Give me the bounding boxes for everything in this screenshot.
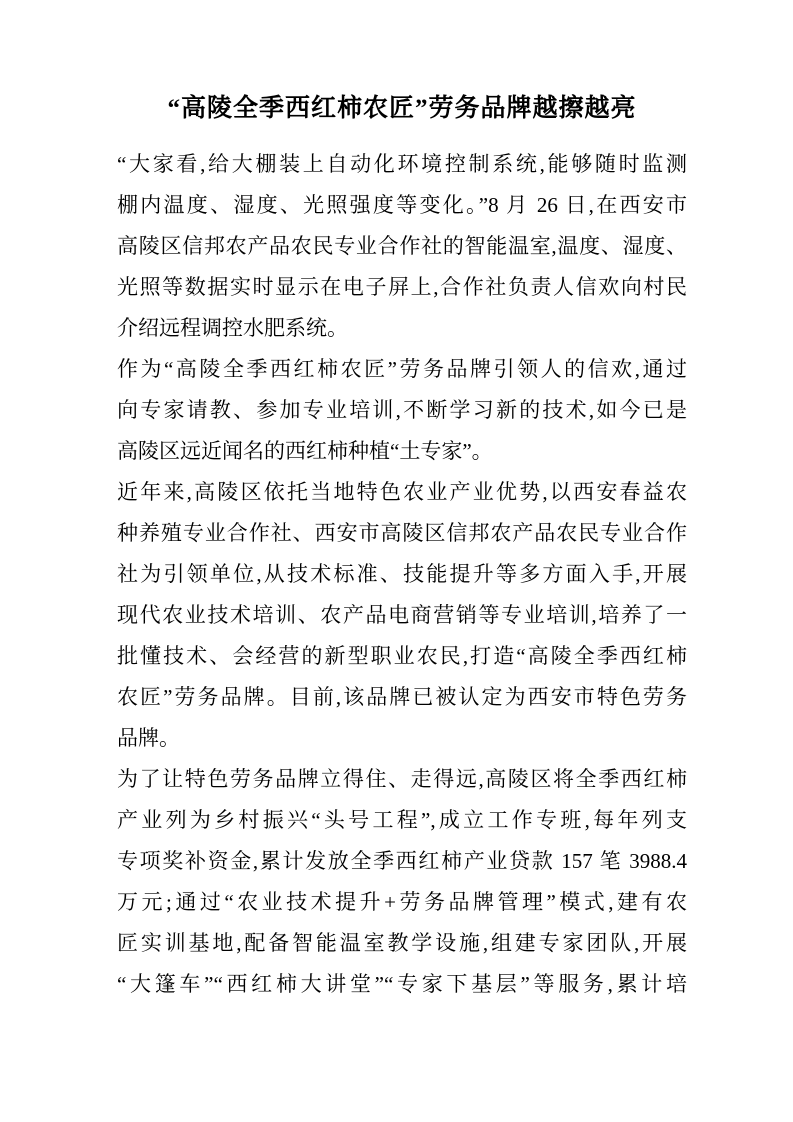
paragraph bbox=[117, 472, 687, 759]
text-line: 专项奖补资金,累计发放全季西红柿产业贷款 157 笔 3988.4 bbox=[117, 849, 687, 873]
paragraph bbox=[117, 759, 687, 1005]
text-line: 匠实训基地,配备智能温室教学设施,组建专家团队,开展 bbox=[117, 931, 687, 955]
text-line: 介绍远程调控水肥系统。 bbox=[117, 316, 348, 340]
text-line: 向专家请教、参加专业培训,不断学习新的技术,如今已是 bbox=[117, 398, 687, 422]
text-line: 农匠”劳务品牌。目前,该品牌已被认定为西安市特色劳务 bbox=[117, 685, 687, 709]
text-line: “大家看,给大棚装上自动化环境控制系统,能够随时监测 bbox=[117, 152, 687, 176]
text-line: 种养殖专业合作社、西安市高陵区信邦农产品农民专业合作 bbox=[117, 521, 687, 545]
document-title: “高陵全季西红柿农匠”劳务品牌越擦越亮 bbox=[167, 95, 637, 122]
text-line: 万元;通过“农业技术提升+劳务品牌管理”模式,建有农 bbox=[117, 890, 687, 914]
text-line: 近年来,高陵区依托当地特色农业产业优势,以西安春益农 bbox=[117, 480, 687, 504]
text-line: 品牌。 bbox=[117, 726, 180, 750]
text-line: “大篷车”“西红柿大讲堂”“专家下基层”等服务,累计培 bbox=[117, 972, 687, 996]
text-line: 社为引领单位,从技术标准、技能提升等多方面入手,开展 bbox=[117, 562, 687, 586]
text-line: 高陵区远近闻名的西红柿种植“土专家”。 bbox=[117, 439, 493, 463]
text-line: 现代农业技术培训、农产品电商营销等专业培训,培养了一 bbox=[117, 603, 687, 627]
paragraph bbox=[117, 144, 687, 349]
text-line: 产业列为乡村振兴“头号工程”,成立工作专班,每年列支 bbox=[117, 808, 687, 832]
text-line: 高陵区信邦农产品农民专业合作社的智能温室,温度、湿度、 bbox=[117, 234, 687, 258]
text-line: 光照等数据实时显示在电子屏上,合作社负责人信欢向村民 bbox=[117, 275, 687, 299]
text-line: 批懂技术、会经营的新型职业农民,打造“高陵全季西红柿 bbox=[117, 644, 687, 668]
document-body bbox=[117, 144, 687, 1005]
text-line: 作为“高陵全季西红柿农匠”劳务品牌引领人的信欢,通过 bbox=[117, 357, 687, 381]
paragraph bbox=[117, 349, 687, 472]
text-line: 棚内温度、湿度、光照强度等变化。”8 月 26 日,在西安市 bbox=[117, 193, 687, 217]
text-line: 为了让特色劳务品牌立得住、走得远,高陵区将全季西红柿 bbox=[117, 767, 687, 791]
